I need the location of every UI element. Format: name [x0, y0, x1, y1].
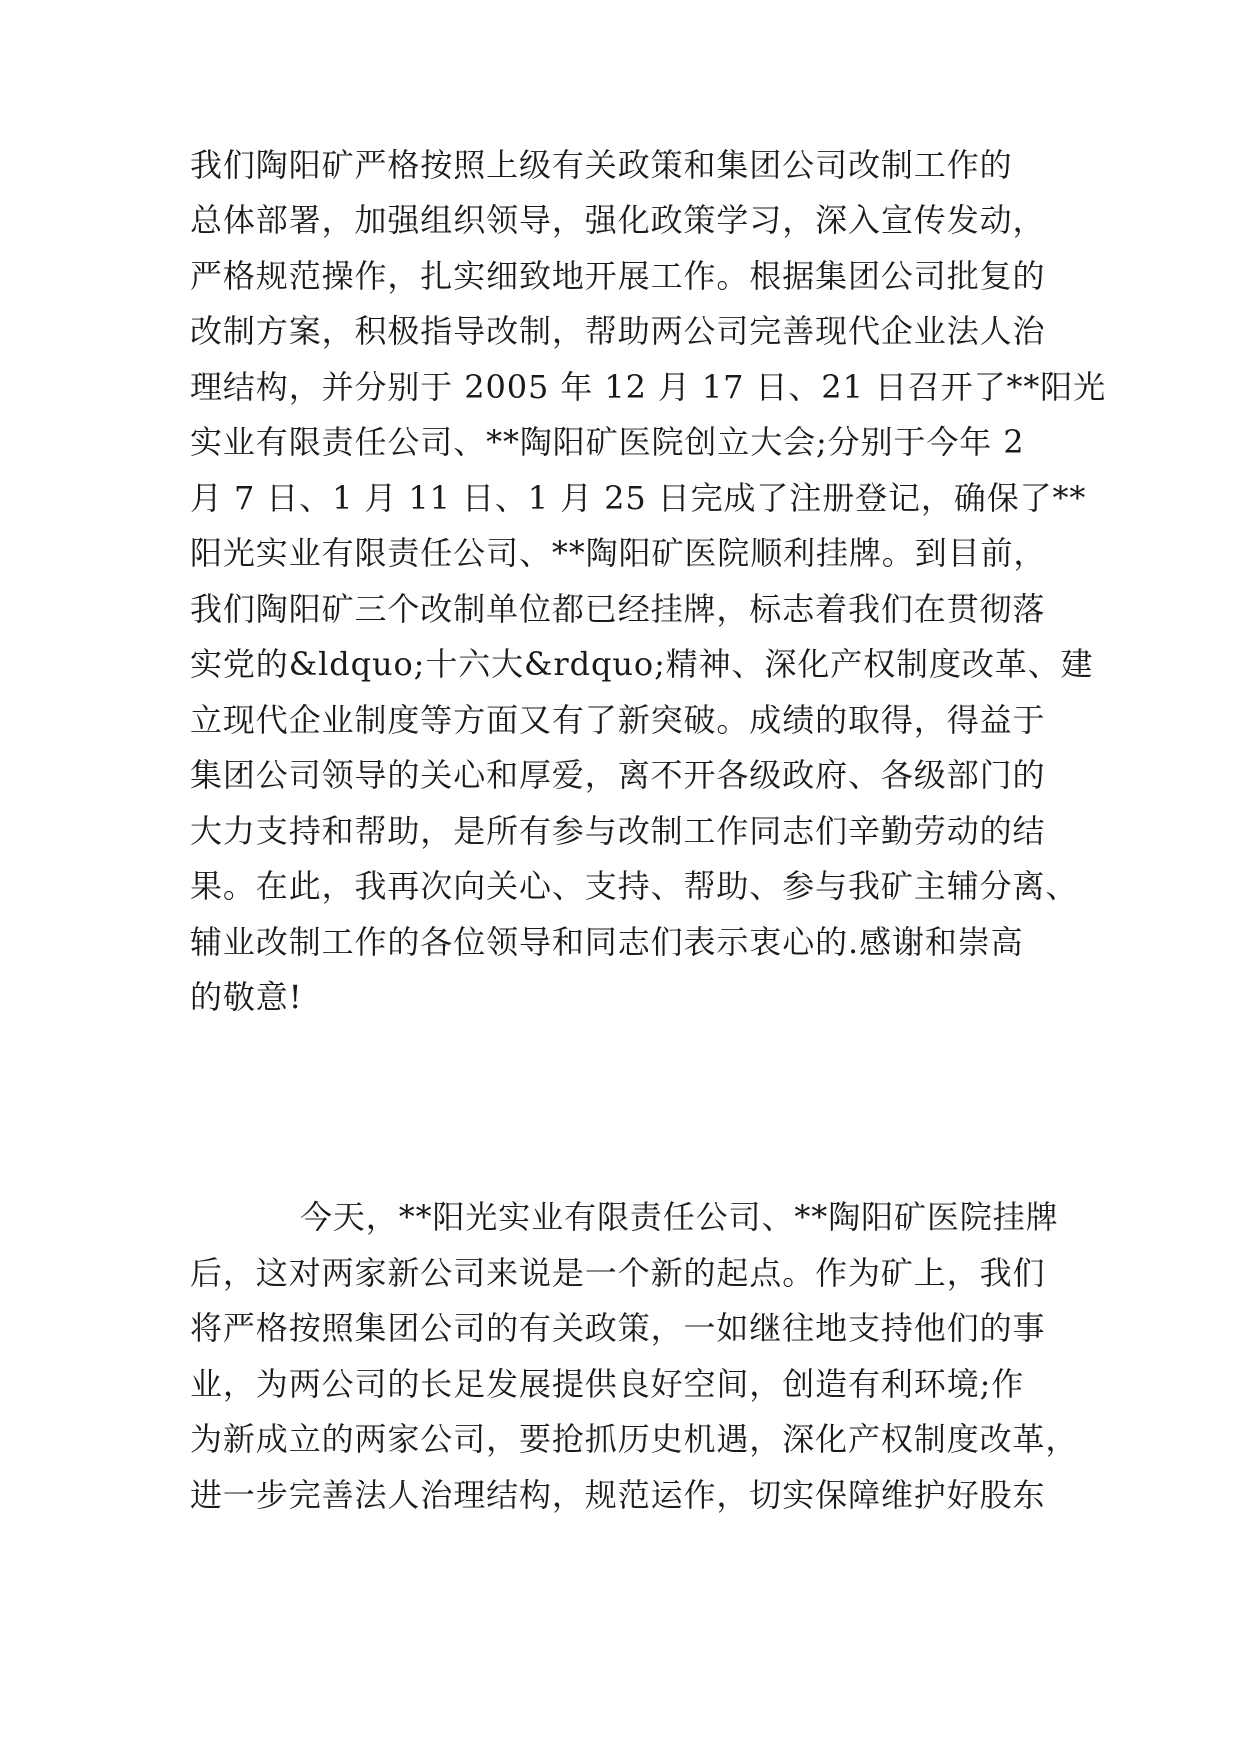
text-line: 我们陶阳矿严格按照上级有关政策和集团公司改制工作的 [190, 146, 1013, 184]
text-line: 阳光实业有限责任公司、**陶阳矿医院顺利挂牌。到目前， [190, 534, 1047, 572]
text-line: 果。在此，我再次向关心、支持、帮助、参与我矿主辅分离、 [190, 867, 1079, 905]
text-line: 业，为两公司的长足发展提供良好空间，创造有利环境;作 [190, 1365, 1025, 1403]
text-line: 大力支持和帮助，是所有参与改制工作同志们辛勤劳动的结 [190, 812, 1046, 850]
text-line: 实党的&ldquo;十六大&rdquo;精神、深化产权制度改革、建 [190, 645, 1094, 683]
text-line: 后，这对两家新公司来说是一个新的起点。作为矿上，我们 [190, 1254, 1046, 1292]
text-line: 实业有限责任公司、**陶阳矿医院创立大会;分别于今年 2 [190, 423, 1025, 461]
text-line: 立现代企业制度等方面又有了新突破。成绩的取得，得益于 [190, 701, 1046, 739]
text-line: 月 7 日、1 月 11 日、1 月 25 日完成了注册登记，确保了** [190, 479, 1087, 517]
text-line: 总体部署，加强组织领导，强化政策学习，深入宣传发动， [190, 201, 1046, 239]
text-line: 理结构，并分别于 2005 年 12 月 17 日、21 日召开了**阳光 [190, 368, 1107, 406]
text-line: 的敬意! [190, 978, 303, 1016]
text-line: 辅业改制工作的各位领导和同志们表示衷心的.感谢和崇高 [190, 923, 1024, 961]
text-line: 集团公司领导的关心和厚爱，离不开各级政府、各级部门的 [190, 756, 1046, 794]
text-line: 今天，**阳光实业有限责任公司、**陶阳矿医院挂牌 [300, 1198, 1059, 1236]
text-line: 进一步完善法人治理结构，规范运作，切实保障维护好股东 [190, 1476, 1046, 1514]
text-line: 改制方案，积极指导改制，帮助两公司完善现代企业法人治 [190, 312, 1046, 350]
text-line: 为新成立的两家公司，要抢抓历史机遇，深化产权制度改革， [190, 1420, 1079, 1458]
text-line: 严格规范操作，扎实细致地开展工作。根据集团公司批复的 [190, 257, 1046, 295]
text-line: 将严格按照集团公司的有关政策，一如继往地支持他们的事 [190, 1309, 1046, 1347]
text-line: 我们陶阳矿三个改制单位都已经挂牌，标志着我们在贯彻落 [190, 590, 1046, 628]
